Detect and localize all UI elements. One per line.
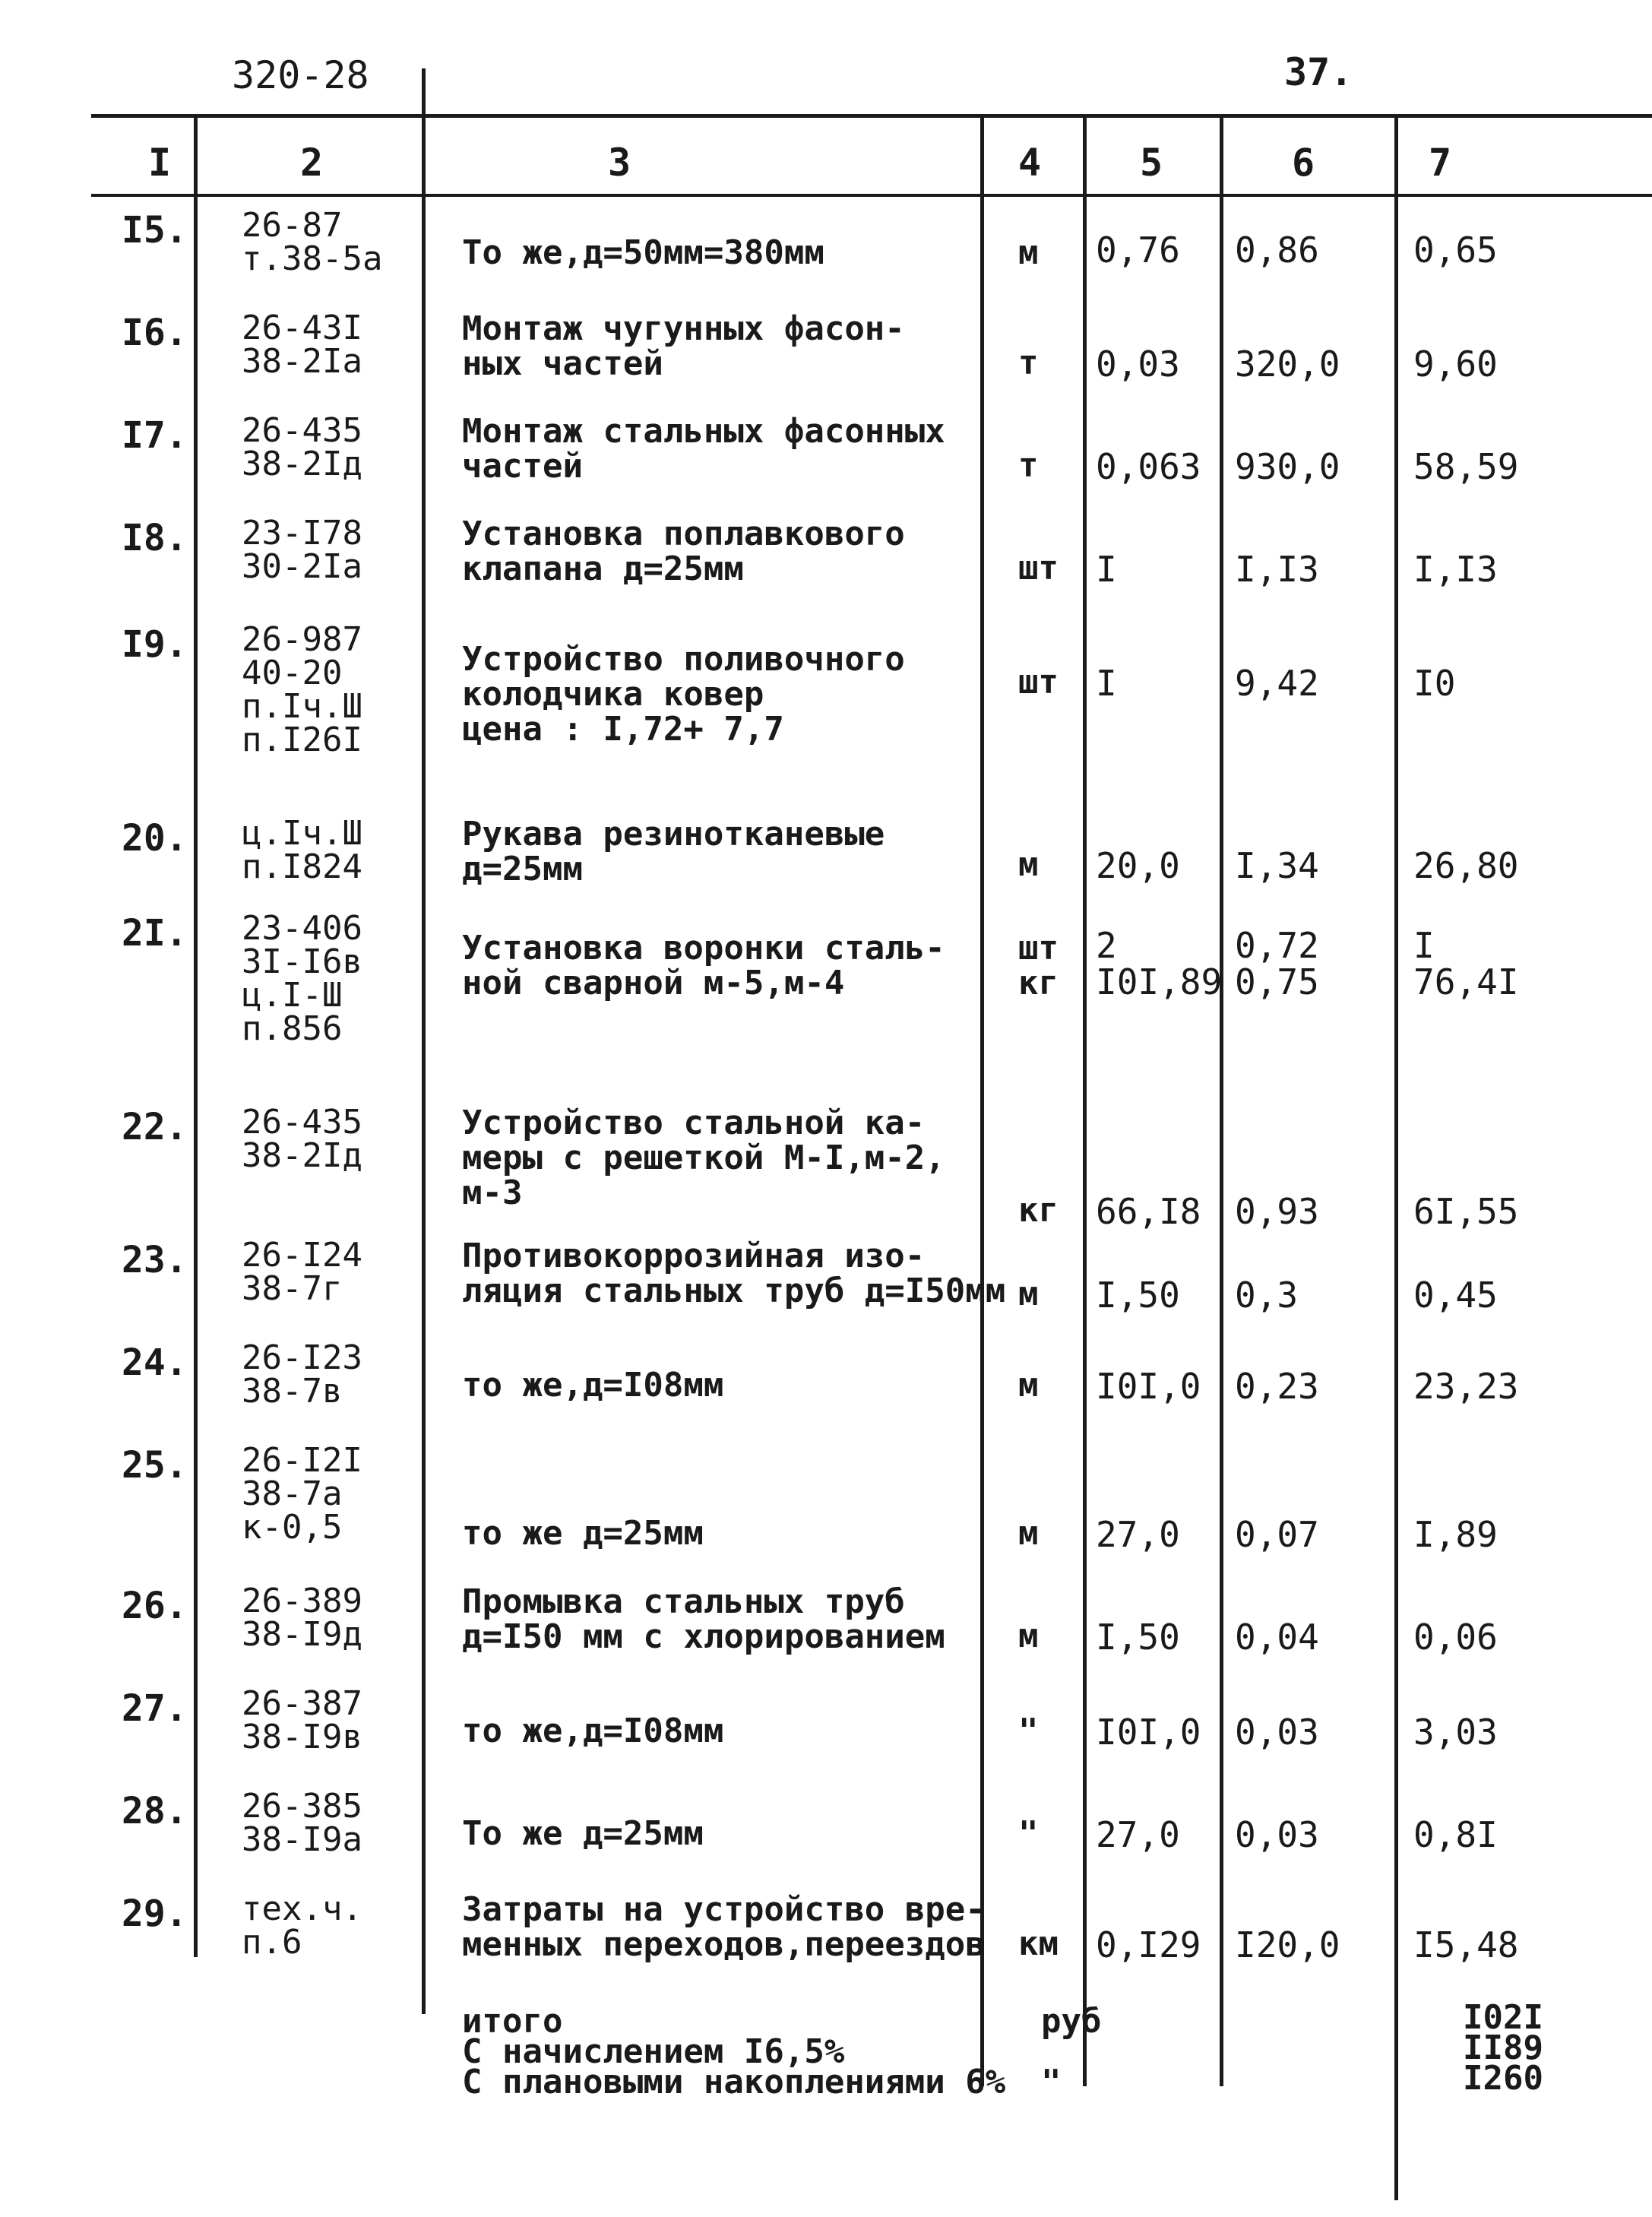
norm-code-line: 38-2Iа [242,342,362,381]
norm-code-line: 23-I78 [242,514,362,553]
norm-code-line: 26-385 [242,1787,362,1826]
unit-of-measure-line: м [1018,845,1039,884]
norm-code [242,1338,362,1411]
quantity-line: 0,I29 [1096,1924,1201,1965]
quantity [1096,1617,1180,1658]
unit-of-measure [1018,233,1039,272]
quantity [1096,1924,1201,1965]
norm-code-line: 26-I2I [242,1441,362,1480]
unit-price [1235,927,1319,1000]
work-description-line: частей [462,447,583,486]
unit-price-line: I,I3 [1235,549,1319,590]
unit-of-measure [1018,1277,1039,1312]
norm-code-line: 26-43I [242,309,362,347]
quantity [1096,665,1117,702]
row-number: I5. [122,209,188,252]
unit-price [1235,1275,1299,1316]
unit-of-measure-line: т [1018,344,1039,382]
unit-of-measure [1018,1516,1039,1551]
work-description [462,642,905,747]
totals-values [1463,1998,1543,2098]
quantity-line: I0I,0 [1096,1366,1201,1407]
quantity [1096,927,1222,1000]
unit-of-measure-line: " [1018,1814,1039,1853]
total-cost [1413,1924,1519,1965]
quantity-line: 0,03 [1096,344,1180,385]
unit-price [1235,448,1340,485]
totals-value: I260 [1463,2059,1543,2098]
total-cost-line: I,I3 [1413,549,1498,590]
unit-of-measure [1018,665,1059,700]
norm-code [242,1236,362,1308]
row-number: 24. [122,1341,188,1384]
total-cost-line: 58,59 [1413,446,1519,487]
work-description [462,309,905,383]
unit-price [1235,1368,1319,1405]
row-number: 26. [122,1585,188,1627]
work-description-line: ной сварной м-5,м-4 [462,964,845,1002]
row-number: 28. [122,1790,188,1832]
work-description [462,1816,704,1851]
column-number-1: I [148,141,172,185]
unit-of-measure [1018,1816,1039,1851]
norm-code [242,411,362,483]
unit-price-line: 0,3 [1235,1275,1299,1316]
work-description-line: Монтаж чугунных фасон- [462,309,905,348]
row-number: I7. [122,414,188,457]
totals-label: итого [462,2002,563,2041]
unit-price-line: 9,42 [1235,663,1319,704]
unit-price-line: 0,07 [1235,1514,1319,1555]
column-divider-6 [1394,118,1398,2200]
unit-price [1235,1617,1319,1658]
total-cost [1413,1193,1518,1230]
unit-price-line: 0,72 [1235,925,1319,966]
total-cost-line: 76,4I [1413,961,1519,1002]
work-description-line: Противокоррозийная изо- [462,1237,926,1275]
row-number: 23. [122,1239,188,1281]
column-divider-4 [1083,118,1087,2086]
unit-price-line: 0,03 [1235,1814,1319,1855]
norm-code-line: п.Iч.Ш [242,687,362,726]
unit-of-measure [1018,1924,1059,1963]
quantity [1096,1368,1201,1405]
total-cost [1413,1516,1498,1553]
norm-code [242,1103,362,1175]
quantity [1096,1816,1180,1853]
page-number: 37. [1284,50,1353,94]
total-cost-line: 6I,55 [1413,1191,1519,1232]
norm-code-line: 38-2Iд [242,445,362,483]
norm-code-line: п.I26I [242,721,362,759]
row-number: 2I. [122,912,188,955]
unit-of-measure-line: м [1018,1275,1039,1313]
norm-code-line: 38-7а [242,1474,343,1513]
unit-of-measure [1018,931,1059,1001]
work-description-line: Промывка стальных труб [462,1582,905,1621]
total-cost [1413,847,1518,884]
norm-code-line: 38-I9а [242,1820,362,1859]
total-cost-line: 23,23 [1413,1366,1519,1407]
row-number: 25. [122,1444,188,1487]
unit-of-measure-line: м [1018,1617,1039,1655]
quantity [1096,847,1180,884]
unit-of-measure-line: шт [1018,549,1059,588]
work-description-line: Затраты на устройство вре- [462,1890,986,1929]
norm-code-line: 38-2Iд [242,1136,362,1175]
work-description [462,1368,723,1403]
work-description [462,1239,1005,1309]
unit-price-line: 0,86 [1235,230,1319,271]
quantity [1096,344,1180,385]
row-number: I9. [122,623,188,666]
work-description-line: Монтаж стальных фасонных [462,412,945,451]
norm-code-line: 26-87 [242,206,343,245]
total-cost [1413,1712,1498,1753]
norm-code [242,309,362,381]
quantity-line: I [1096,663,1117,704]
totals-label: С начислением I6,5% [462,2032,845,2071]
totals-label: С плановыми накоплениями 6% [462,2063,1006,2101]
total-cost [1413,1368,1518,1405]
unit-of-measure [1018,847,1039,882]
unit-price-line: 0,93 [1235,1191,1319,1232]
norm-code-line: п.6 [242,1923,302,1962]
column-divider-3 [980,118,984,2086]
work-description-line: то же д=25мм [462,1514,704,1553]
unit-of-measure [1018,448,1039,483]
total-cost-line: 0,8I [1413,1814,1498,1855]
work-description-line: То же д=25мм [462,1814,704,1853]
unit-of-measure-line: кг [1018,964,1059,1002]
norm-code-line: 38-7г [242,1269,343,1308]
norm-code-line: 38-7в [242,1372,343,1411]
quantity [1096,1516,1180,1553]
norm-code-line: ц.Iч.Ш [242,814,362,853]
work-description-line: Установка поплавкового [462,515,905,553]
totals-value: I02I [1463,1998,1543,2037]
work-description-line: д=I50 мм с хлорированием [462,1617,945,1656]
norm-code-line: тех.ч. [242,1889,362,1928]
norm-code-line: 38-I9д [242,1615,362,1654]
norm-code [242,1582,362,1654]
work-description-line: то же,д=I08мм [462,1366,724,1405]
column-number-2: 2 [300,141,324,185]
unit-price [1235,1816,1319,1853]
unit-price [1235,1924,1340,1965]
unit-of-measure-line: т [1018,446,1039,485]
totals-value: II89 [1463,2029,1543,2067]
work-description-line: ных частей [462,344,663,383]
quantity-line: 2 [1096,925,1117,966]
norm-code-line: 30-2Iа [242,547,362,586]
row-number: 22. [122,1106,188,1148]
total-cost-line: 0,45 [1413,1275,1498,1316]
unit-of-measure [1018,1368,1039,1403]
unit-of-measure [1018,551,1059,586]
header-bottom-rule [91,194,1652,197]
work-description-line: Устройство поливочного [462,640,905,679]
unit-of-measure-line: км [1018,1924,1059,1963]
norm-code-line: 26-I23 [242,1338,362,1377]
unit-price-line: I,34 [1235,845,1319,886]
quantity-line: 27,0 [1096,1814,1180,1855]
column-number-4: 4 [1018,141,1042,185]
column-number-5: 5 [1140,141,1163,185]
row-number: 27. [122,1687,188,1730]
quantity [1096,1712,1201,1753]
unit-price [1235,1712,1319,1753]
total-cost-line: I5,48 [1413,1924,1519,1965]
total-cost [1413,665,1455,702]
norm-code-line: п.856 [242,1009,343,1048]
unit-price-line: 320,0 [1235,344,1340,385]
total-cost [1413,1617,1498,1658]
work-description-line: менных переходов,переездов [462,1925,986,1964]
work-description-line: колодчика ковер [462,675,764,714]
total-cost-line: 26,80 [1413,845,1519,886]
work-description [462,931,945,1001]
total-cost-line: I,89 [1413,1514,1498,1555]
column-divider-2 [422,68,426,2014]
totals-units [1041,2002,1102,2101]
quantity [1096,1193,1201,1230]
unit-of-measure-line: шт [1018,929,1059,968]
unit-price [1235,344,1340,385]
row-number: 20. [122,817,188,860]
unit-of-measure-line: м [1018,1366,1039,1405]
quantity-line: 66,I8 [1096,1191,1201,1232]
unit-of-measure [1018,1193,1059,1228]
unit-price [1235,665,1319,702]
total-cost [1413,344,1498,385]
unit-price [1235,551,1319,588]
work-description-line: ляция стальных труб д=I50мм [462,1272,1006,1310]
work-description-line: Рукава резинотканевые [462,815,885,854]
total-cost-line: 9,60 [1413,344,1498,385]
norm-code-line: 26-987 [242,620,362,659]
total-cost-line: 3,03 [1413,1712,1498,1753]
work-description-line: то же,д=I08мм [462,1712,724,1750]
norm-code-line: 3I-I6в [242,942,362,981]
norm-code-line: 38-I9в [242,1718,362,1756]
column-number-6: 6 [1292,141,1315,185]
norm-code-line: 23-406 [242,909,362,948]
column-number-3: 3 [608,141,631,185]
norm-code [242,514,362,586]
total-cost [1413,927,1518,1000]
norm-code-line: к-0,5 [242,1508,343,1547]
work-description [462,414,945,484]
document-code: 320-28 [232,53,369,97]
norm-code-line: 26-435 [242,411,362,450]
unit-price-line: I20,0 [1235,1924,1340,1965]
norm-code [242,1787,362,1859]
quantity-line: 27,0 [1096,1514,1180,1555]
quantity-line: I,50 [1096,1275,1180,1316]
row-number: 29. [122,1892,188,1935]
unit-price [1235,847,1319,884]
work-description-line: меры с решеткой М-I,м-2, [462,1139,945,1177]
quantity-line: I [1096,549,1117,590]
unit-of-measure-line: шт [1018,663,1059,702]
table-top-rule [91,114,1652,118]
total-cost [1413,230,1498,271]
work-description-line: м-3 [462,1173,523,1212]
norm-code [242,206,383,278]
work-description-line: Установка воронки сталь- [462,929,945,968]
column-divider-5 [1220,118,1223,2086]
unit-price-line: 0,03 [1235,1712,1319,1753]
unit-of-measure-line: кг [1018,1191,1059,1230]
quantity-line: 0,063 [1096,446,1201,487]
unit-of-measure-line: " [1018,1712,1039,1750]
totals-unit: руб [1041,2002,1102,2041]
unit-price-line: 930,0 [1235,446,1340,487]
work-description [462,233,824,272]
unit-price [1235,230,1319,271]
norm-code-line: ц.I-Ш [242,976,343,1015]
norm-code-line: 26-I24 [242,1236,362,1275]
quantity [1096,1275,1180,1316]
total-cost-line: I0 [1413,663,1456,704]
unit-price-line: 0,75 [1235,961,1319,1002]
column-number-7: 7 [1429,141,1452,185]
work-description [462,517,905,587]
total-cost-line: I [1413,925,1435,966]
unit-price-line: 0,23 [1235,1366,1319,1407]
norm-code [242,909,362,1048]
unit-price [1235,1516,1319,1553]
total-cost [1413,1816,1498,1853]
norm-code [242,620,362,759]
row-number: I6. [122,312,188,354]
work-description-line: д=25мм [462,850,583,888]
unit-of-measure-line: м [1018,233,1039,272]
work-description [462,1582,945,1656]
unit-price-line: 0,04 [1235,1617,1319,1658]
quantity-line: I,50 [1096,1617,1180,1658]
unit-of-measure [1018,346,1039,381]
work-description [462,1892,986,1962]
work-description-line: цена : I,72+ 7,7 [462,710,784,749]
total-cost-line: 0,06 [1413,1617,1498,1658]
norm-code [242,1889,362,1962]
unit-price [1235,1193,1319,1230]
norm-code [242,814,362,886]
quantity [1096,448,1201,485]
unit-of-measure [1018,1619,1039,1654]
norm-code-line: 26-389 [242,1582,362,1620]
column-divider-1 [194,118,198,1957]
quantity-line: I0I,89 [1096,961,1223,1002]
total-cost [1413,551,1498,588]
totals-labels [462,2002,1006,2101]
norm-code [242,1441,362,1547]
total-cost [1413,1275,1498,1316]
work-description-line: То же,д=50мм=380мм [462,233,824,272]
work-description [462,1714,723,1749]
total-cost-line: 0,65 [1413,230,1498,271]
quantity-line: I0I,0 [1096,1712,1201,1753]
unit-of-measure-line: м [1018,1514,1039,1553]
quantity [1096,551,1117,588]
quantity-line: 20,0 [1096,845,1180,886]
quantity [1096,230,1180,271]
work-description-line: клапана д=25мм [462,549,744,588]
work-description [462,817,885,887]
work-description [462,1106,945,1211]
norm-code-line: 40-20 [242,654,343,692]
norm-code-line: 26-387 [242,1684,362,1723]
total-cost [1413,448,1518,485]
unit-of-measure [1018,1714,1039,1749]
work-description [462,1516,704,1551]
norm-code [242,1684,362,1756]
norm-code-line: 26-435 [242,1103,362,1142]
totals-unit: " [1041,2063,1062,2101]
norm-code-line: т.38-5а [242,239,383,278]
quantity-line: 0,76 [1096,230,1180,271]
norm-code-line: п.I824 [242,847,362,886]
row-number: I8. [122,517,188,559]
work-description-line: Устройство стальной ка- [462,1104,926,1142]
